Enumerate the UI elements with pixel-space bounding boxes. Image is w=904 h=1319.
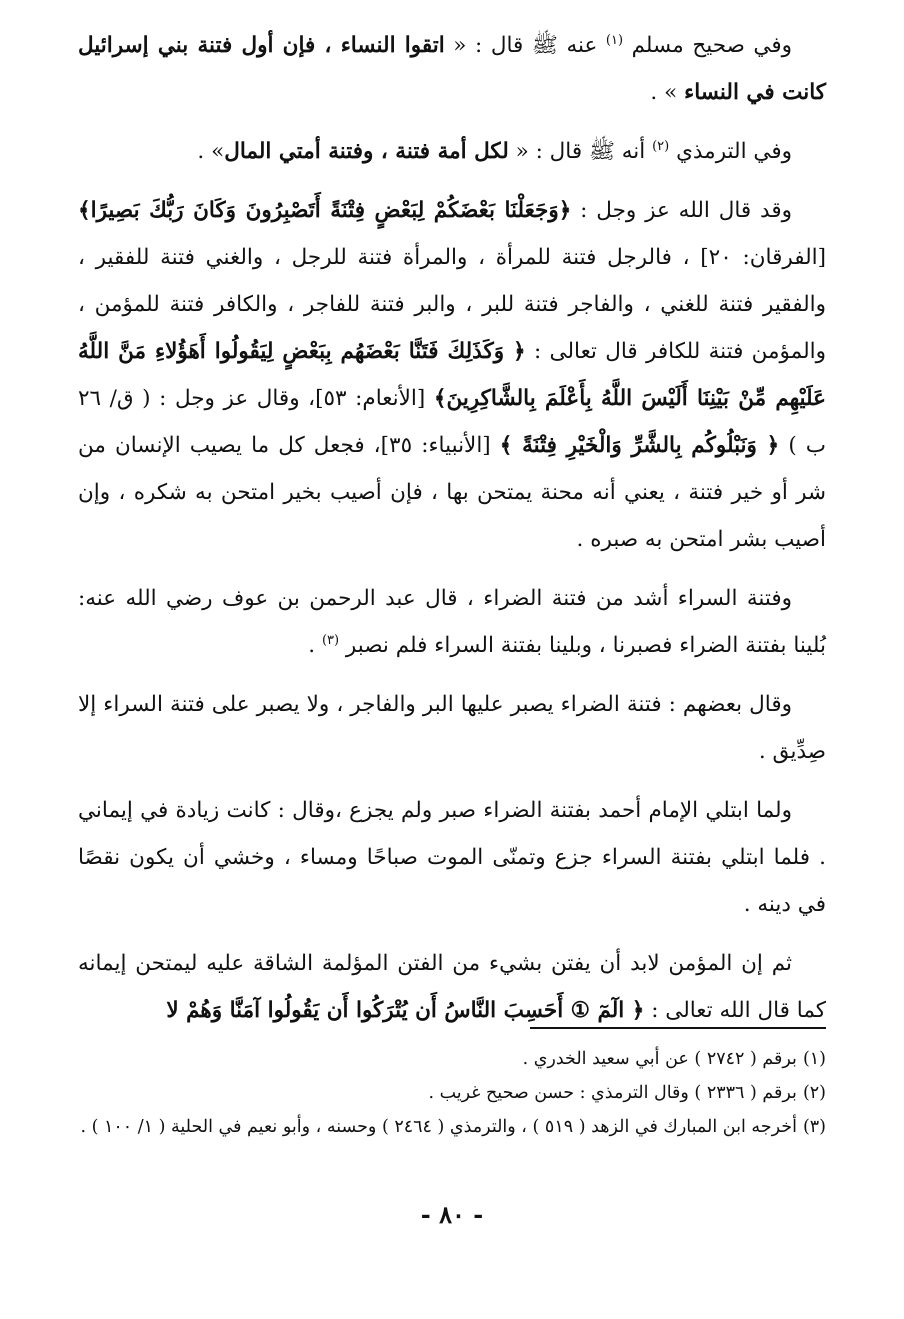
body-text-run: [الأنعام: ٥٣]، وقال عز وجل : ( ق/ ٢٦ ب ) <box>78 386 827 458</box>
body-text-run: وقد قال الله عز وجل : <box>571 198 792 223</box>
paragraph <box>78 22 826 116</box>
body-text-run: [الأنبياء: ٣٥]، فجعل كل ما يصيب الإنسان من شر أو خير فتنة ، يعني أنه محنة يمتحن بها ، فإن أصيب بخير امتحن به شكره ، وإن أصيب بشر امتحن به صبره . <box>78 433 826 552</box>
body-text-run: ولما ابتلي الإمام أحمد بفتنة الضراء صبر ولم يجزع ،وقال : كانت زيادة في إيماني . فلما ابتلي بفتنة السراء جزع وتمنّى الموت صباحًا ومساء ، وخشي أن يكون نقصًا في دينه . <box>78 798 826 917</box>
paragraph <box>78 940 826 1034</box>
footnote <box>78 1110 826 1144</box>
footnote <box>78 1076 826 1110</box>
paragraph <box>78 681 826 775</box>
paragraph <box>78 128 826 175</box>
quoted-text: ﴿ وَكَذَلِكَ فَتَنَّا بَعْضَهُم بِبَعْضٍ لِيَقُولُوا أَهَؤُلاءِ مَنَّ اللَّهُ عَلَيْهِم مِّنْ بَيْنِنَا أَلَيْسَ اللَّهُ بِأَعْلَمَ بِالشَّاكِرِينَ﴾ <box>78 339 826 411</box>
footnote-marker: (٣) <box>321 632 340 648</box>
book-page <box>78 22 826 1319</box>
body-text-run: وفي الترمذي <box>669 139 792 164</box>
body-text-run: ثم إن المؤمن لابد أن يفتن بشيء من الفتن المؤلمة الشاقة عليه ليمتحن إيمانه كما قال الله تعالى : <box>78 951 826 1023</box>
body-text-run: أنه ﷺ قال : « <box>508 139 653 164</box>
body-text-run: عنه ﷺ قال : « <box>444 33 606 58</box>
footnote-separator <box>530 1027 826 1029</box>
footnote-text: برقم ( ٢٣٣٦ ) وقال الترمذي : حسن صحيح غريب . <box>428 1083 797 1103</box>
body-text-run: » . <box>197 139 225 164</box>
footnote-number: (١) <box>802 1049 826 1069</box>
body-text-run: . <box>308 633 322 658</box>
footnote-marker: (١) <box>605 32 624 48</box>
quoted-text: ﴿ الٓمٓ ① أَحَسِبَ النَّاسُ أَن يُتْرَكُوا أَن يَقُولُوا آمَنَّا وَهُمْ لا <box>166 998 645 1023</box>
footnote <box>78 1042 826 1076</box>
quoted-text: اتقوا النساء ، فإن أول فتنة بني إسرائيل كانت في النساء <box>78 33 826 105</box>
footnote-text: برقم ( ٢٧٤٢ ) عن أبي سعيد الخدري . <box>522 1049 797 1069</box>
body-text-run: وفتنة السراء أشد من فتنة الضراء ، قال عبد الرحمن بن عوف رضي الله عنه: بُلينا بفتنة الضراء فصبرنا ، وبلينا بفتنة السراء فلم نصبر <box>78 586 826 658</box>
footnote-number: (٢) <box>802 1083 826 1103</box>
quoted-text: ﴿ وَنَبْلُوكُم بِالشَّرِّ وَالْخَيْرِ فِتْنَةً ﴾ <box>499 433 780 458</box>
page-number: - ٨٠ - <box>420 1200 484 1229</box>
body-text <box>78 22 826 1034</box>
paragraph <box>78 787 826 928</box>
paragraph <box>78 575 826 669</box>
body-text-run: وفي صحيح مسلم <box>623 33 792 58</box>
paragraph <box>78 187 826 563</box>
footnote-marker: (٢) <box>652 138 670 154</box>
body-text-run: [الفرقان: ٢٠] ، فالرجل فتنة للمرأة ، والمرأة فتنة للرجل ، والغني فتنة للفقير ، والفقير فتنة للغني ، والفاجر فتنة للبر ، والبر فتنة للفاجر ، والكافر فتنة للمؤمن ، والمؤمن فتنة للكافر قال تعالى : <box>78 245 826 364</box>
footnotes <box>78 1042 826 1144</box>
footnote-number: (٣) <box>802 1117 826 1137</box>
quoted-text: لكل أمة فتنة ، وفتنة أمتي المال <box>224 139 509 164</box>
body-text-run: » . <box>650 80 685 105</box>
footnote-text: أخرجه ابن المبارك في الزهد ( ٥١٩ ) ، والترمذي ( ٢٤٦٤ ) وحسنه ، وأبو نعيم في الحلية ( ١/ ١٠٠ ) . <box>80 1117 797 1137</box>
body-text-run: وقال بعضهم : فتنة الضراء يصبر عليها البر والفاجر ، ولا يصبر على فتنة السراء إلا صِدِّيق . <box>78 692 826 764</box>
quoted-text: ﴿وَجَعَلْنَا بَعْضَكُمْ لِبَعْضٍ فِتْنَةً أَتَصْبِرُونَ وَكَانَ رَبُّكَ بَصِيرًا﴾ <box>78 198 572 223</box>
